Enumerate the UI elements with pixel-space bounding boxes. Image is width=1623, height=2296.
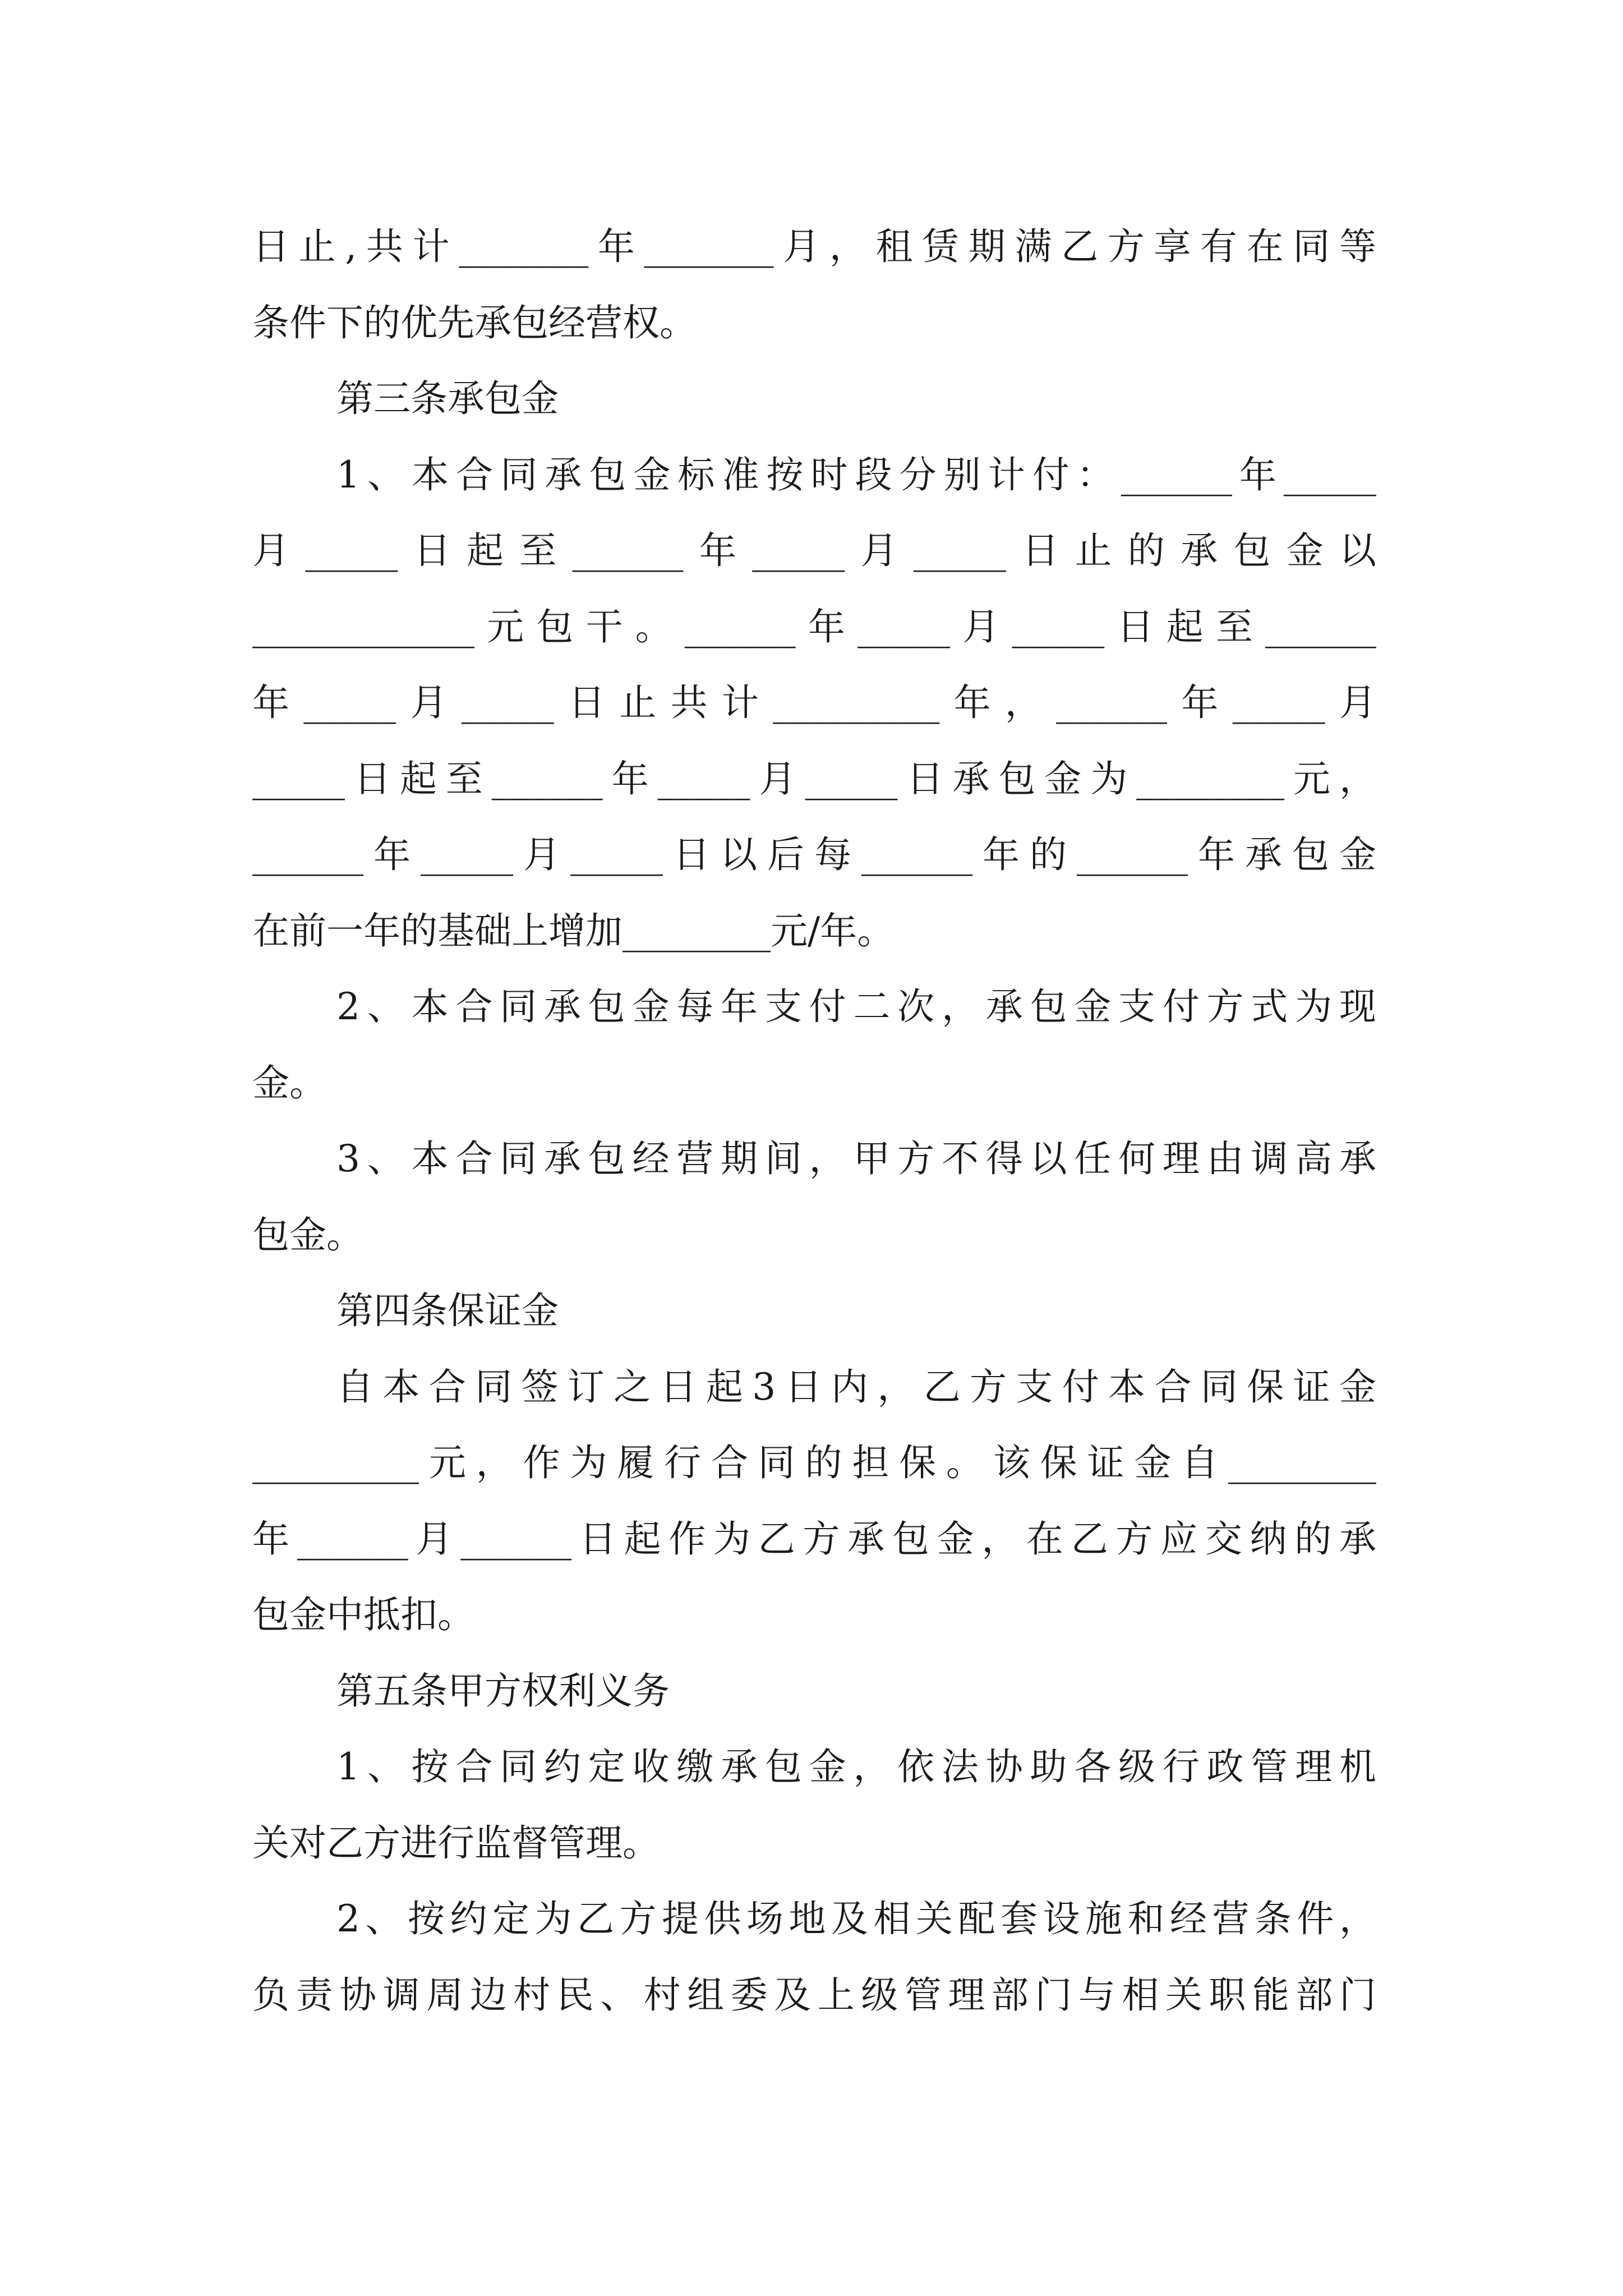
text-line: 2、按约定为乙方提供场地及相关配套设施和经营条件， bbox=[336, 1897, 1376, 1940]
text-line: 2、本合同承包金每年支付二次，承包金支付方式为现 bbox=[336, 985, 1376, 1028]
text-line: ____________元包干。______年_____月_____日起至______ bbox=[252, 605, 1376, 648]
document-page bbox=[252, 209, 1376, 2033]
text-line: 日止,共计_______年_______月，租赁期满乙方享有在同等 bbox=[252, 225, 1376, 268]
text-line: 包金中抵扣。 bbox=[252, 1593, 474, 1636]
text-line: _____日起至______年_____月_____日承包金为________元， bbox=[252, 757, 1376, 800]
text-line: 在前一年的基础上增加________元/年。 bbox=[252, 909, 895, 953]
text-line: _________元，作为履行合同的担保。该保证金自________ bbox=[252, 1441, 1376, 1484]
text-line: 年______月______日起作为乙方承包金，在乙方应交纳的承 bbox=[252, 1517, 1376, 1561]
text-line: ______年_____月_____日以后每______年的______年承包金 bbox=[252, 833, 1376, 876]
text-line: 月_____日起至______年_____月_____日止的承包金以 bbox=[252, 529, 1376, 572]
text-line: 金。 bbox=[252, 1061, 326, 1105]
text-line: 负责协调周边村民、村组委及上级管理部门与相关职能部门 bbox=[252, 1973, 1376, 2017]
text-line: 关对乙方进行监督管理。 bbox=[252, 1821, 660, 1865]
section-heading: 第五条甲方权利义务 bbox=[336, 1669, 670, 1713]
section-heading: 第三条承包金 bbox=[336, 377, 559, 420]
text-line: 1、本合同承包金标准按时段分别计付：______年_____ bbox=[336, 453, 1376, 496]
text-line: 年_____月_____日止共计_________年，______年_____月 bbox=[252, 681, 1376, 724]
text-line: 自本合同签订之日起3日内，乙方支付本合同保证金 bbox=[336, 1365, 1376, 1409]
text-line: 3、本合同承包经营期间，甲方不得以任何理由调高承 bbox=[336, 1137, 1376, 1180]
text-line: 包金。 bbox=[252, 1213, 363, 1257]
text-line: 1、按合同约定收缴承包金，依法协助各级行政管理机 bbox=[336, 1745, 1376, 1788]
text-line: 条件下的优先承包经营权。 bbox=[252, 301, 697, 344]
section-heading: 第四条保证金 bbox=[336, 1289, 559, 1332]
